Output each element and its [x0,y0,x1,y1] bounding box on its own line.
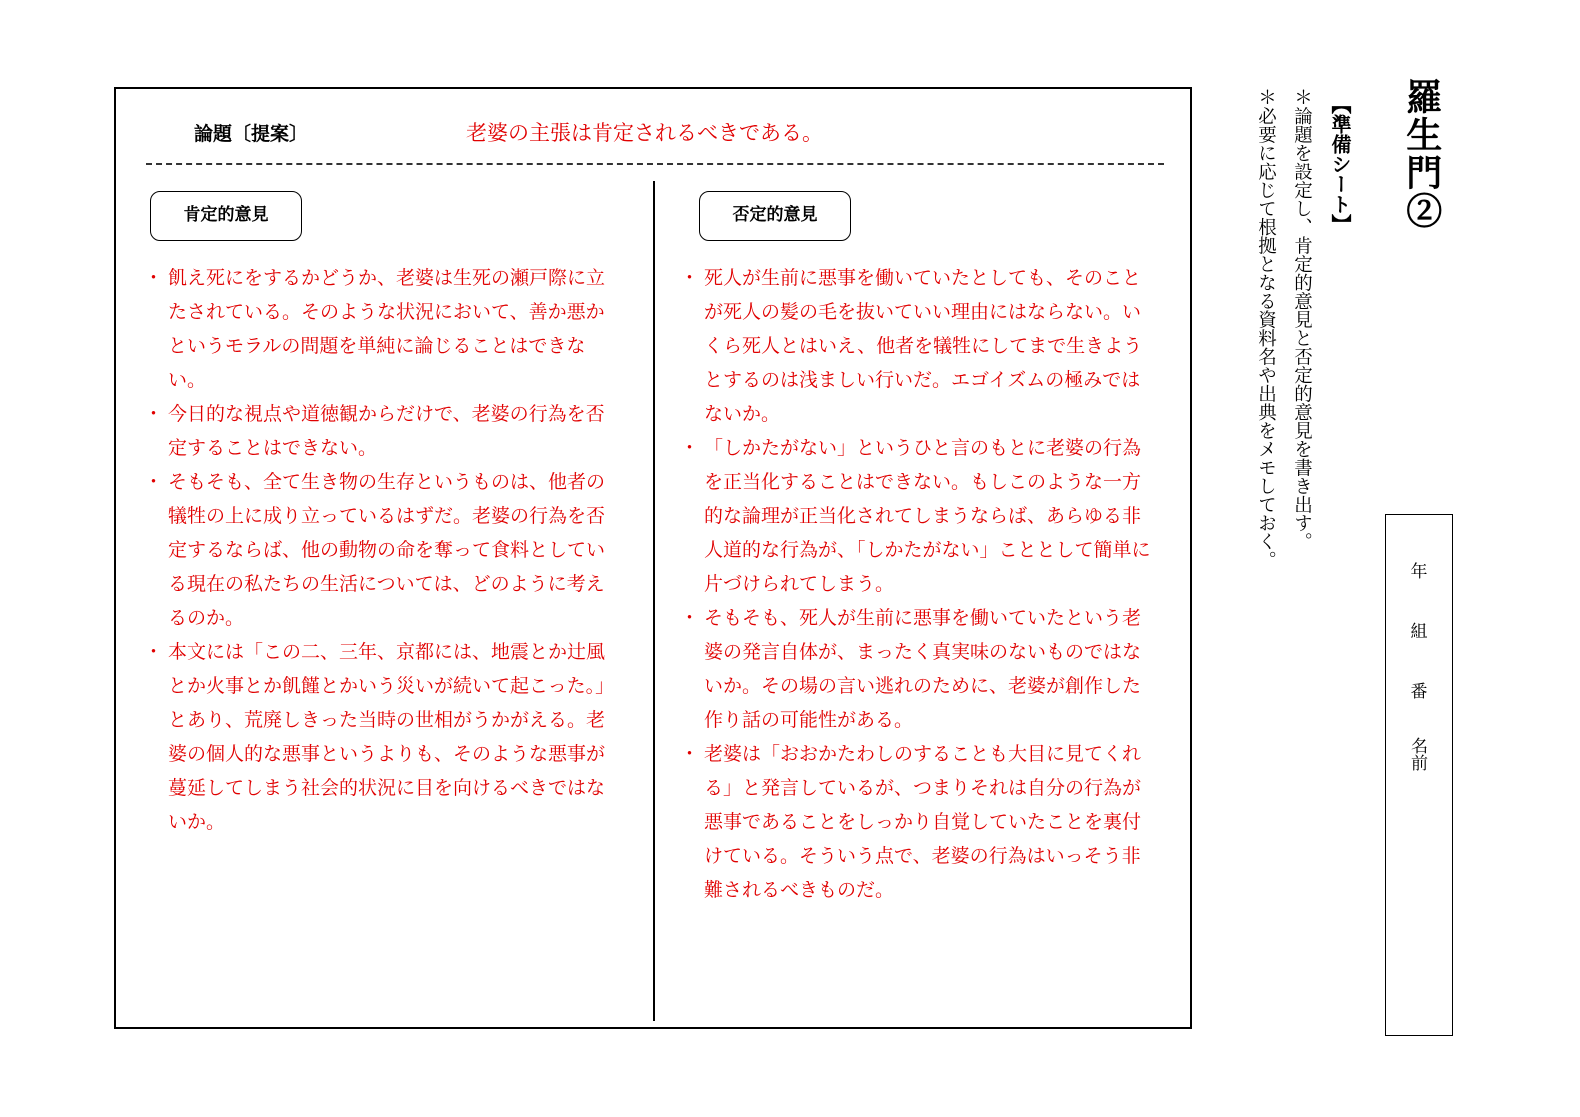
worksheet-frame [114,87,1192,1029]
student-info-box [1385,514,1453,1036]
negative-opinion-heading: 否定的意見 [699,191,851,241]
positive-opinion-list [148,261,616,839]
instruction-line: ＊論題を設定し、肯定的意見と否定的意見を書き出す。 [1291,88,1313,551]
class-label: 組 [1410,622,1428,642]
positive-opinion-item: ・ 本文には「この二、三年、京都には、地震とか辻風とか火事とか飢饉とかいう災いが続いて起こった。」とあり、荒廃しきった当時の世相がうかがえる。老婆の個人的な悪事というよりも、そのような悪事が蔓延してしまう社会的状況に目を向けるべきではないか。 [148,635,616,839]
instruction-line: ＊必要に応じて根拠となる資料名や出典をメモしておく。 [1255,88,1277,569]
positive-opinion-heading: 肯定的意見 [150,191,302,241]
positive-opinion-item: ・ 飢え死にをするかどうか、老婆は生死の瀬戸際に立たされている。そのような状況において、善か悪かというモラルの問題を単純に論じることはできない。 [148,261,616,397]
negative-opinion-item: ・ そもそも、死人が生前に悪事を働いていたという老婆の発言自体が、まったく真実味のないものではないか。その場の言い逃れのために、老婆が創作した作り話の可能性がある。 [684,601,1154,737]
topic-label: 論題〔提案〕 [194,123,309,145]
year-label: 年 [1410,562,1428,582]
prep-sheet-label: 【準備シート】 [1328,94,1352,234]
positive-opinion-item: ・ 今日的な視点や道徳観からだけで、老婆の行為を否定することはできない。 [148,397,616,465]
name-label: 名前 [1407,737,1427,771]
topic-text: 老婆の主張は肯定されるべきである。 [466,121,823,145]
negative-opinion-item: ・ 老婆は「おおかたわしのすることも大目に見てくれる」と発言しているが、つまりそれは自分の行為が悪事であることをしっかり自覚していたことを裏付けている。そういう点で、老婆の行為はいっそう非難されるべきものだ。 [684,737,1154,907]
column-divider [653,181,655,1021]
number-label: 番 [1410,682,1428,702]
page-title: 羅生門② [1400,78,1443,230]
negative-opinion-item: ・ 死人が生前に悪事を働いていたとしても、そのことが死人の髪の毛を抜いていい理由にはならない。いくら死人とはいえ、他者を犠牲にしてまで生きようとするのは浅ましい行いだ。エゴイズムの極みではないか。 [684,261,1154,431]
negative-opinion-item: ・ 「しかたがない」というひと言のもとに老婆の行為を正当化することはできない。もしこのような一方的な論理が正当化されてしまうならば、あらゆる非人道的な行為が、「しかたがない」こととして簡単に片づけられてしまう。 [684,431,1154,601]
dashed-divider [146,163,1164,165]
positive-opinion-item: ・ そもそも、全て生き物の生存というものは、他者の犠牲の上に成り立っているはずだ。老婆の行為を否定するならば、他の動物の命を奪って食料としている現在の私たちの生活については、どのように考えるのか。 [148,465,616,635]
negative-opinion-list [684,261,1154,907]
